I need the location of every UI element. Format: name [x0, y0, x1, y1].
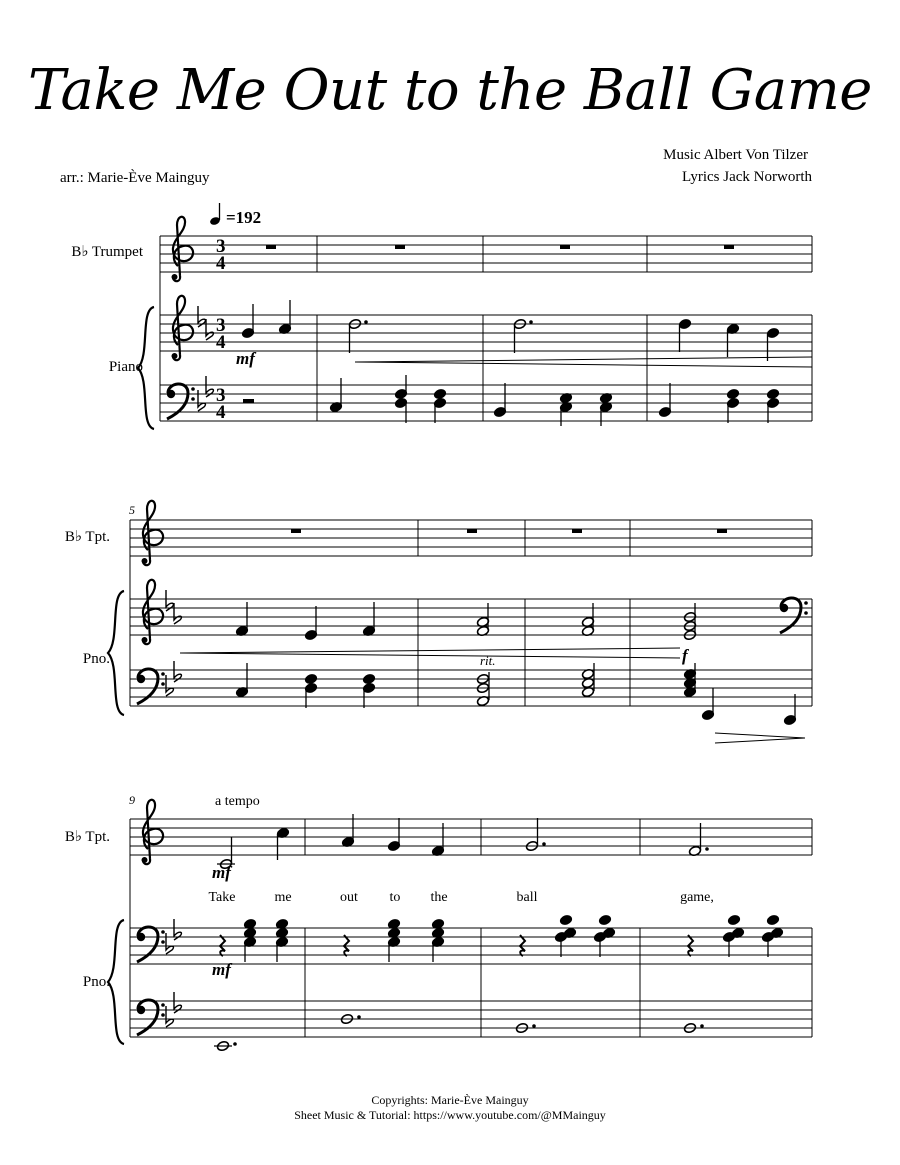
bass-clef-icon	[167, 384, 195, 419]
notes-trumpet-system3	[217, 814, 709, 870]
instrument-label-trumpet: B♭ Trumpet	[71, 244, 143, 260]
bass-clef-icon	[137, 1000, 165, 1035]
lyric-syllable: Take	[208, 890, 236, 905]
a-tempo-marking: a tempo	[215, 794, 260, 809]
dynamic-mf: mf	[212, 863, 231, 882]
piano-brace	[108, 920, 124, 1044]
tempo-value: =192	[226, 208, 262, 227]
notes-piano-bass-system2	[235, 663, 796, 726]
time-sig-top: 3	[216, 315, 226, 336]
piano-treble-staff-system1	[160, 236, 812, 421]
lyric-syllable: the	[430, 890, 448, 905]
half-rest	[243, 399, 254, 403]
trumpet-staff-system2	[130, 520, 812, 706]
lyric-syllable: to	[389, 890, 401, 905]
piano-bass-staff-system1	[160, 385, 812, 421]
dynamic-mf: mf	[236, 349, 255, 368]
ritardando-marking: rit.	[480, 653, 496, 668]
trumpet-staff-system1	[160, 236, 812, 272]
instrument-label-piano: Piano	[108, 359, 143, 375]
piano-brace	[108, 591, 124, 715]
instrument-label-trumpet-short: B♭ Tpt.	[64, 829, 110, 845]
time-sig-bottom: 4	[216, 253, 226, 274]
flat-sign-icon	[166, 1006, 173, 1027]
lyric-syllable: me	[274, 890, 292, 905]
time-sig-bottom: 4	[216, 402, 226, 423]
instrument-label-piano-short: Pno.	[82, 651, 110, 667]
time-sig-top: 3	[216, 236, 226, 257]
notes-piano-bass-system1	[329, 375, 779, 426]
measure-number: 9	[129, 793, 135, 807]
lyric-syllable: game,	[680, 890, 714, 905]
dynamic-mf: mf	[212, 960, 231, 979]
composer-credit: Music Albert Von Tilzer	[663, 147, 808, 163]
decrescendo-hairpin	[715, 733, 805, 743]
tempo-marking	[209, 203, 261, 227]
flat-sign-icon	[166, 675, 173, 696]
piano-bass-staff-system3	[130, 1001, 812, 1037]
lyricist-credit: Lyrics Jack Norworth	[682, 169, 812, 185]
lyric-syllable: out	[340, 890, 358, 905]
dynamic-f: f	[682, 646, 688, 665]
piano-upper-staff-system3	[130, 928, 812, 1037]
notes-piano-treble-system1	[241, 300, 779, 361]
piano-bass-staff-system2	[130, 670, 812, 706]
crescendo-hairpin	[355, 357, 812, 367]
bass-clef-change-icon	[780, 598, 808, 633]
score-title: Take Me Out to the Ball Game	[28, 58, 872, 123]
flat-sign-icon	[206, 319, 213, 340]
time-sig-top: 3	[216, 385, 226, 406]
copyright-footer: Copyrights: Marie-Ève Mainguy	[371, 1093, 529, 1107]
bass-clef-icon	[137, 927, 165, 962]
flat-sign-icon	[198, 390, 205, 411]
time-sig-bottom: 4	[216, 332, 226, 353]
lyric-syllable: ball	[516, 890, 538, 905]
instrument-label-piano-short: Pno.	[82, 974, 110, 990]
tutorial-link-footer: Sheet Music & Tutorial: https://www.youtube.com/@MMainguy	[294, 1108, 606, 1122]
arranger-credit: arr.: Marie-Ève Mainguy	[60, 170, 210, 186]
bass-clef-icon	[137, 669, 165, 704]
instrument-label-trumpet-short: B♭ Tpt.	[64, 529, 110, 545]
whole-rests-system1	[266, 245, 734, 249]
lyrics-line	[208, 890, 713, 905]
crescendo-hairpin	[180, 648, 680, 658]
flat-sign-icon	[166, 933, 173, 954]
flat-sign-icon	[174, 603, 181, 624]
whole-rests-system2	[291, 529, 727, 533]
measure-number: 5	[129, 503, 135, 517]
